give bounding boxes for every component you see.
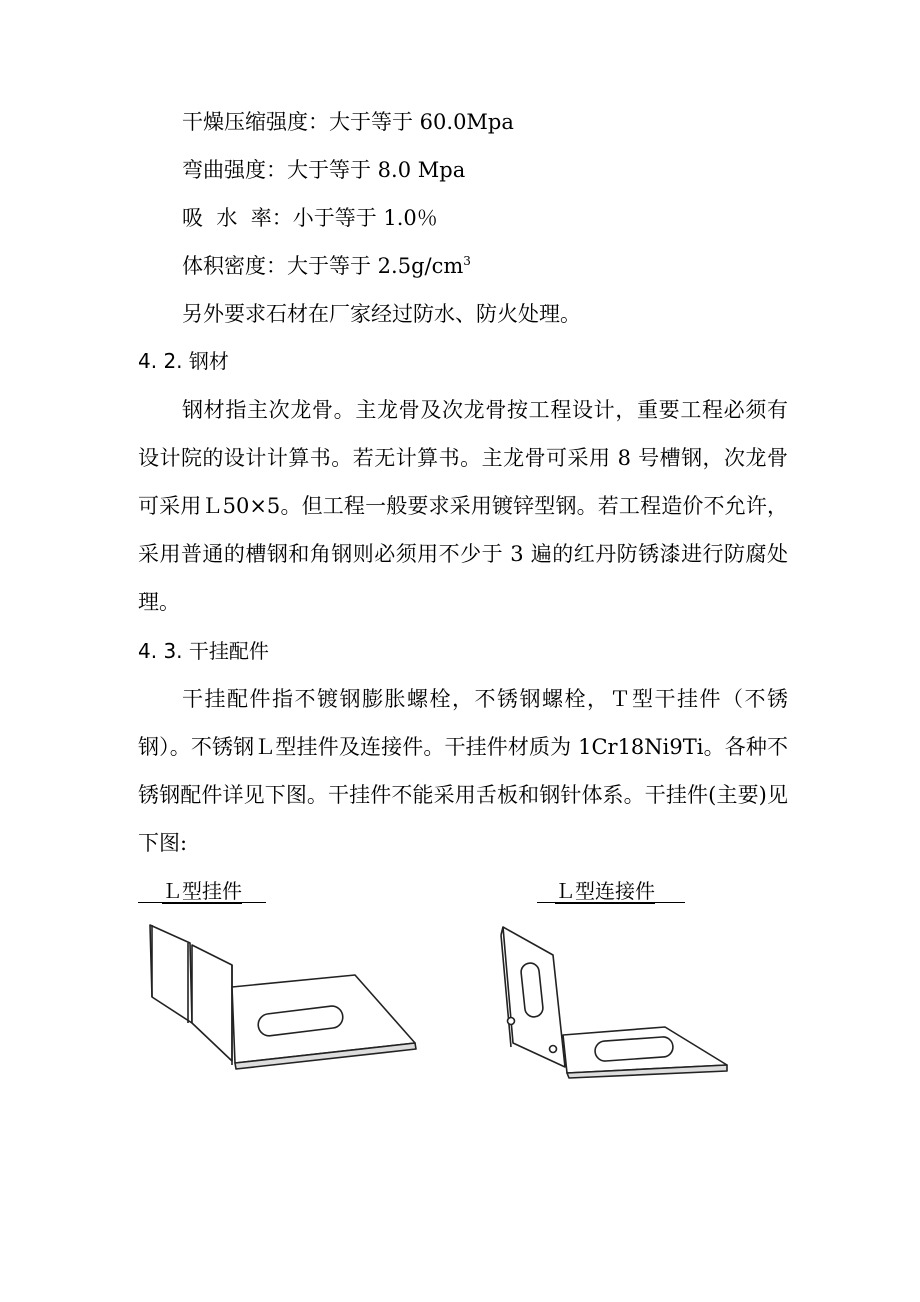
caption-underline xyxy=(537,902,685,903)
spec-value: 大于等于 60.0Mpa xyxy=(329,110,514,134)
slot-horizontal xyxy=(594,1036,673,1061)
spec-value: 小于等于 1.0％ xyxy=(292,206,438,230)
stone-note: 另外要求石材在厂家经过防水、防火处理。 xyxy=(182,302,581,326)
spec-label: 体积密度： xyxy=(182,254,287,278)
superscript: 3 xyxy=(463,254,471,268)
hole xyxy=(550,1046,557,1053)
section-body-steel: 钢材指主次龙骨。主龙骨及次龙骨按工程设计，重要工程必须有设计院的设计计算书。若无计算书。主龙骨可采用 8 号槽钢，次龙骨可采用Ｌ50×5。但工程一般要求采用镀锌型钢。若工程造价不允许，采用普通的槽钢和角钢则必须用不少于 3 遍的红丹防锈漆进行防腐处理。 xyxy=(138,398,788,614)
plate-middle xyxy=(192,945,232,1061)
section-heading-fittings: 4. 3. 干挂配件 xyxy=(138,639,269,663)
spec-label: 干燥压缩强度： xyxy=(182,110,329,134)
spec-line-bending xyxy=(182,155,465,185)
figure-caption-l-connector: Ｌ型连接件 xyxy=(555,879,655,903)
caption-underline xyxy=(138,902,266,903)
spec-value: 大于等于 8.0 Mpa xyxy=(287,158,466,182)
spec-label: 弯曲强度： xyxy=(182,158,287,182)
l-connector-figure xyxy=(495,915,735,1080)
figure-caption-l-hanger: Ｌ型挂件 xyxy=(162,879,242,903)
section-body-fittings: 干挂配件指不镀钢膨胀螺栓，不锈钢螺栓，Ｔ型干挂件（不锈钢）。不锈钢Ｌ型挂件及连接件。干挂件材质为 1Cr18Ni9Ti。各种不锈钢配件详见下图。干挂件不能采用舌板和钢针体系。干挂件(主要)见下图: xyxy=(138,687,788,855)
plate-left xyxy=(150,925,192,1023)
spec-line-absorption xyxy=(182,203,438,233)
section-heading-steel: 4. 2. 钢材 xyxy=(138,349,229,373)
spec-line-density xyxy=(182,251,471,281)
spec-value: 大于等于 2.5g/cm xyxy=(287,254,464,278)
spec-label: 吸 水 率： xyxy=(182,206,293,230)
l-hanger-figure xyxy=(140,915,430,1075)
spec-line-compressive xyxy=(182,107,514,137)
hole xyxy=(508,1018,515,1025)
